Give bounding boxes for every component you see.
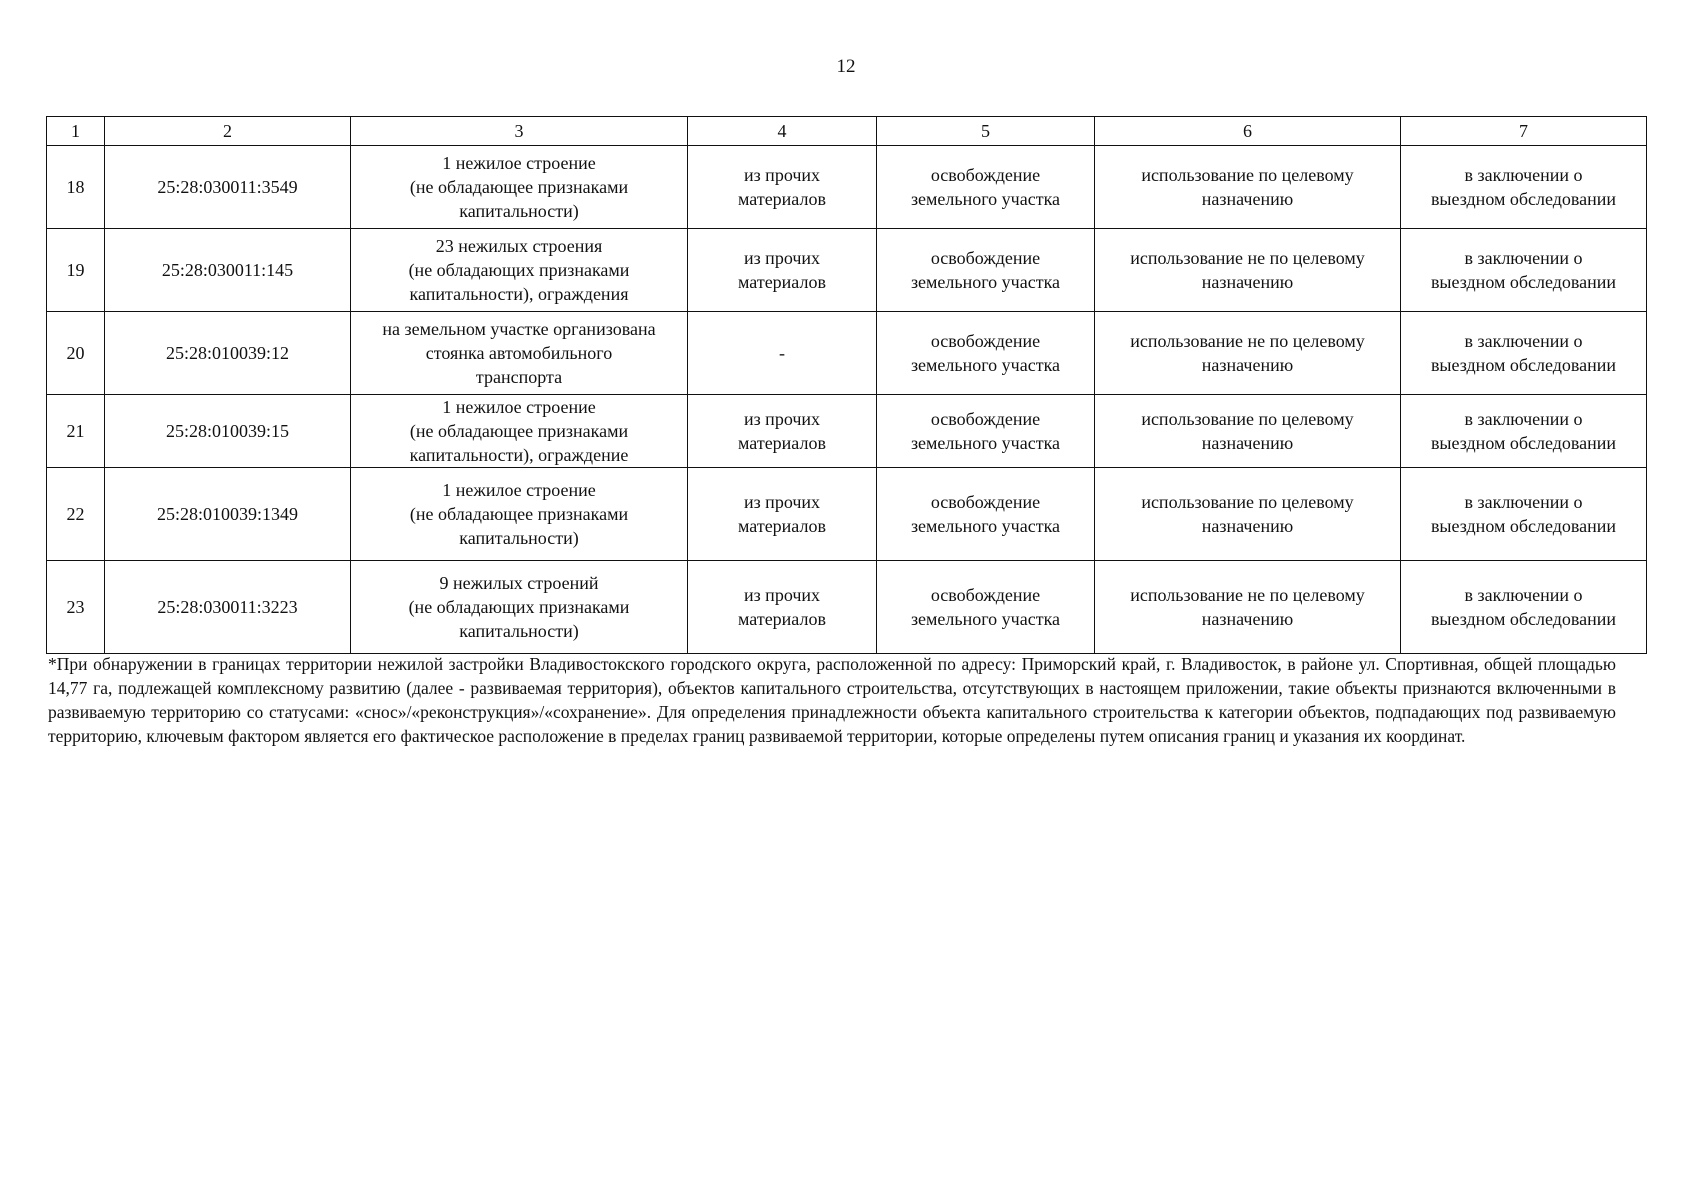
usage-cell: использование не по целевому назначению	[1095, 229, 1401, 312]
source-cell: в заключении о выездном обследовании	[1401, 468, 1647, 561]
column-header-5: 5	[877, 117, 1095, 146]
row-number-cell: 23	[47, 561, 105, 654]
material-cell: из прочих материалов	[688, 229, 877, 312]
measure-cell: освобождение земельного участка	[877, 312, 1095, 395]
material-cell: из прочих материалов	[688, 395, 877, 468]
object-description-cell: 1 нежилое строение (не обладающее признаками капитальности)	[351, 146, 688, 229]
object-description-cell: на земельном участке организована стоянка автомобильного транспорта	[351, 312, 688, 395]
measure-cell: освобождение земельного участка	[877, 468, 1095, 561]
table-row	[47, 146, 1647, 229]
source-cell: в заключении о выездном обследовании	[1401, 146, 1647, 229]
table-row	[47, 468, 1647, 561]
footnote-text: *При обнаружении в границах территории нежилой застройки Владивостокского городского округа, расположенной по адресу: Приморский край, г. Владивосток, в районе ул. Спортивная, общей площадью 14,77 га, подлежащей комплексному развитию (далее - развиваемая территория), объектов капитального строительства, отсутствующих в настоящем приложении, такие объекты признаются включенными в развиваемую территорию со статусами: «снос»/«реконструкция»/«сохранение». Для определения принадлежности объекта капитального строительства к категории объектов, подпадающих под развиваемую территорию, ключевым фактором является его фактическое расположение в пределах границ развиваемой территории, которые определены путем описания границ и указания их координат.	[48, 654, 1616, 746]
object-description-cell: 1 нежилое строение (не обладающее признаками капитальности), ограждение	[351, 395, 688, 468]
column-header-7: 7	[1401, 117, 1647, 146]
material-cell: из прочих материалов	[688, 468, 877, 561]
cadastral-number-cell: 25:28:010039:12	[105, 312, 351, 395]
row-number-cell: 21	[47, 395, 105, 468]
column-header-1: 1	[47, 117, 105, 146]
cadastral-number-cell: 25:28:010039:15	[105, 395, 351, 468]
material-cell: -	[688, 312, 877, 395]
table-row	[47, 395, 1647, 468]
objects-table	[46, 116, 1647, 654]
cadastral-number-cell: 25:28:010039:1349	[105, 468, 351, 561]
source-cell: в заключении о выездном обследовании	[1401, 312, 1647, 395]
footnote	[48, 652, 1616, 748]
usage-cell: использование по целевому назначению	[1095, 146, 1401, 229]
table-row	[47, 561, 1647, 654]
column-header-2: 2	[105, 117, 351, 146]
page-number: 12	[836, 56, 856, 77]
usage-cell: использование не по целевому назначению	[1095, 312, 1401, 395]
object-description-cell: 9 нежилых строений (не обладающих признаками капитальности)	[351, 561, 688, 654]
usage-cell: использование по целевому назначению	[1095, 468, 1401, 561]
cadastral-number-cell: 25:28:030011:3223	[105, 561, 351, 654]
material-cell: из прочих материалов	[688, 146, 877, 229]
table-row	[47, 229, 1647, 312]
measure-cell: освобождение земельного участка	[877, 561, 1095, 654]
row-number-cell: 20	[47, 312, 105, 395]
source-cell: в заключении о выездном обследовании	[1401, 229, 1647, 312]
usage-cell: использование не по целевому назначению	[1095, 561, 1401, 654]
object-description-cell: 23 нежилых строения (не обладающих признаками капитальности), ограждения	[351, 229, 688, 312]
column-header-4: 4	[688, 117, 877, 146]
measure-cell: освобождение земельного участка	[877, 395, 1095, 468]
row-number-cell: 18	[47, 146, 105, 229]
row-number-cell: 22	[47, 468, 105, 561]
column-header-6: 6	[1095, 117, 1401, 146]
source-cell: в заключении о выездном обследовании	[1401, 561, 1647, 654]
source-cell: в заключении о выездном обследовании	[1401, 395, 1647, 468]
object-description-cell: 1 нежилое строение (не обладающее признаками капитальности)	[351, 468, 688, 561]
cadastral-number-cell: 25:28:030011:3549	[105, 146, 351, 229]
cadastral-number-cell: 25:28:030011:145	[105, 229, 351, 312]
measure-cell: освобождение земельного участка	[877, 146, 1095, 229]
usage-cell: использование по целевому назначению	[1095, 395, 1401, 468]
material-cell: из прочих материалов	[688, 561, 877, 654]
row-number-cell: 19	[47, 229, 105, 312]
table-row	[47, 312, 1647, 395]
measure-cell: освобождение земельного участка	[877, 229, 1095, 312]
header-row	[47, 117, 1647, 146]
column-header-3: 3	[351, 117, 688, 146]
